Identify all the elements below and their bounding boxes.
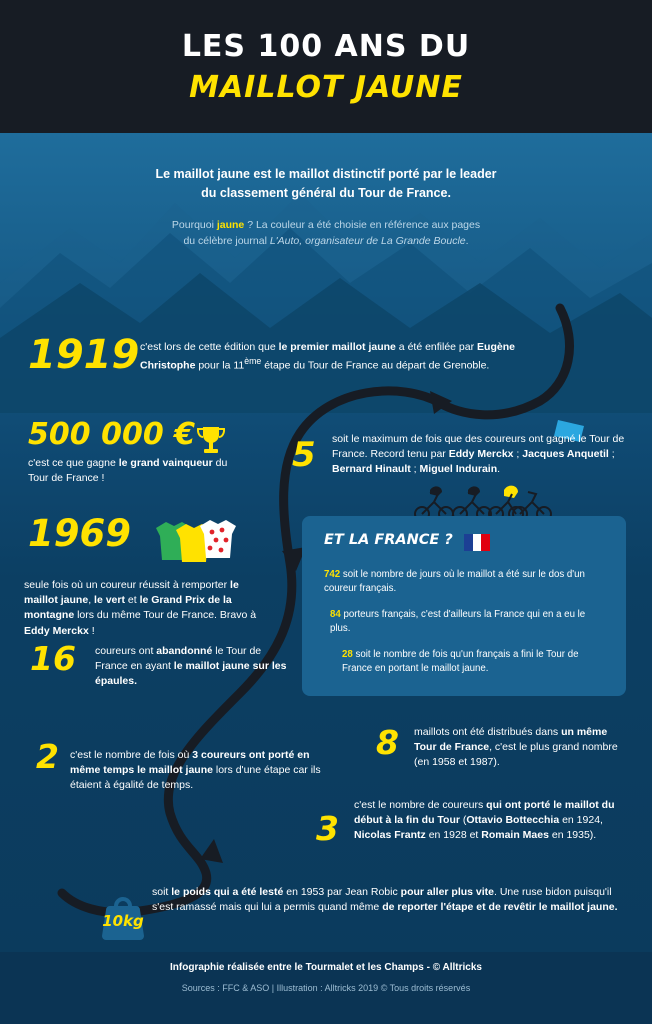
fact-3-text: c'est le nombre de coureurs qui ont porté le maillot du début à la fin du Tour (Ottavio Bottecchia en 1924, Nicolas Frantz en 1928 et Romain Maes en 1935). xyxy=(354,799,615,842)
intro-sub-italic: L'Auto, organisateur de La Grande Boucle xyxy=(269,235,466,248)
fact-1919-number: 1919 xyxy=(28,332,140,378)
intro-sub-yellow: jaune xyxy=(216,218,245,231)
fact-5-number-wrap xyxy=(292,435,332,475)
fact-2-text: c'est le nombre de fois où 3 coureurs ont porté en même temps le maillot jaune lors d'une étape car ils étaient à égalité de temps. xyxy=(70,749,321,792)
fact-2-number: 2 xyxy=(36,737,59,776)
intro-lead-line2: du classement général du Tour de France. xyxy=(201,185,451,200)
france-row-742-text: soit le nombre de jours où le maillot a été sur le dos d'un coureur français. xyxy=(324,569,585,594)
intro-block xyxy=(70,165,582,250)
footer-sources: Sources : FFC & ASO | Illustration : Alltricks 2019 © Tous droits réservés xyxy=(181,983,471,993)
fact-1919-number-wrap xyxy=(28,332,140,378)
intro-sub-2b: . xyxy=(465,235,469,248)
flag-white-stripe xyxy=(473,534,482,551)
france-row-742 xyxy=(324,568,606,595)
trophy-icon xyxy=(196,424,226,458)
fact-5-text: soit le maximum de fois que des coureurs ont gagné le Tour de France. Record tenu par Eddy Merckx ; Jacques Anquetil ; Bernard Hinault ; Miguel Indurain. xyxy=(332,433,625,476)
intro-sub xyxy=(70,217,582,251)
france-flag-icon xyxy=(464,534,490,551)
page-title-line2: MAILLOT JAUNE xyxy=(189,69,463,105)
fact-16-text: coureurs ont abandonné le Tour de France en ayant le maillot jaune sur les épaules. xyxy=(95,645,287,688)
fact-3-number-wrap xyxy=(316,809,356,848)
fact-3-number: 3 xyxy=(316,809,339,848)
intro-sub-2a: du célèbre journal xyxy=(183,235,270,248)
fact-16-number: 16 xyxy=(30,639,76,678)
flag-red-stripe xyxy=(481,534,490,551)
fact-16-number-wrap xyxy=(30,639,90,678)
fact-money-text: c'est ce que gagne le grand vainqueur du Tour de France ! xyxy=(28,457,228,485)
intro-sub-1b: ? La couleur a été choisie en référence aux pages xyxy=(244,218,481,231)
fact-weight-text: soit le poids qui a été lesté en 1953 par Jean Robic pour aller plus vite. Une ruse bidon puisqu'il s'est ramassé mais qui lui a permis quand même de reporter l'étape et de revêtir le maillot jaune. xyxy=(152,886,618,914)
intro-sub-1a: Pourquoi xyxy=(171,218,217,231)
fact-8-number-wrap xyxy=(376,723,416,762)
weight-label: 10kg xyxy=(102,912,144,930)
intro-lead-line1: Le maillot jaune est le maillot distinctif porté par le leader xyxy=(155,167,497,181)
fact-8-text: maillots ont été distribués dans un même Tour de France, c'est le plus grand nombre (en 1958 et 1987). xyxy=(414,726,618,769)
france-row-84-text: porteurs français, c'est d'ailleurs la France qui en a eu le plus. xyxy=(330,609,586,634)
france-row-84 xyxy=(330,608,602,635)
footer-credit: Infographie réalisée entre le Tourmalet et les Champs - © Alltricks xyxy=(170,962,482,973)
fact-1919-text: c'est lors de cette édition que le premier maillot jaune a été enfilée par Eugène Christophe pour la 11ème étape du Tour de France au départ de Grenoble. xyxy=(140,341,515,372)
fact-1969-number: 1969 xyxy=(28,512,131,555)
france-row-28 xyxy=(342,648,598,675)
fact-money-number-wrap xyxy=(28,417,213,452)
header-banner xyxy=(0,0,652,133)
france-row-28-number: 28 xyxy=(342,649,353,660)
page-title-line1: LES 100 ANS DU xyxy=(181,28,471,64)
fact-1969-text: seule fois où un coureur réussit à remporter le maillot jaune, le vert et le Grand Prix de la montagne lors du même Tour de France. Bravo à Eddy Merckx ! xyxy=(24,579,257,637)
france-panel xyxy=(302,516,626,696)
france-panel-title: ET LA FRANCE ? xyxy=(324,532,453,548)
france-row-742-number: 742 xyxy=(324,569,341,580)
jerseys-icon xyxy=(152,516,242,566)
france-row-28-text: soit le nombre de fois qu'un français a fini le Tour de France en portant le maillot jaune. xyxy=(342,649,579,674)
fact-money-number: 500 000 € xyxy=(28,417,196,452)
fact-1969-number-wrap xyxy=(28,512,158,555)
france-row-84-number: 84 xyxy=(330,609,341,620)
fact-8-number: 8 xyxy=(376,723,399,762)
flag-blue-stripe xyxy=(464,534,473,551)
fact-5-number: 5 xyxy=(292,435,316,475)
